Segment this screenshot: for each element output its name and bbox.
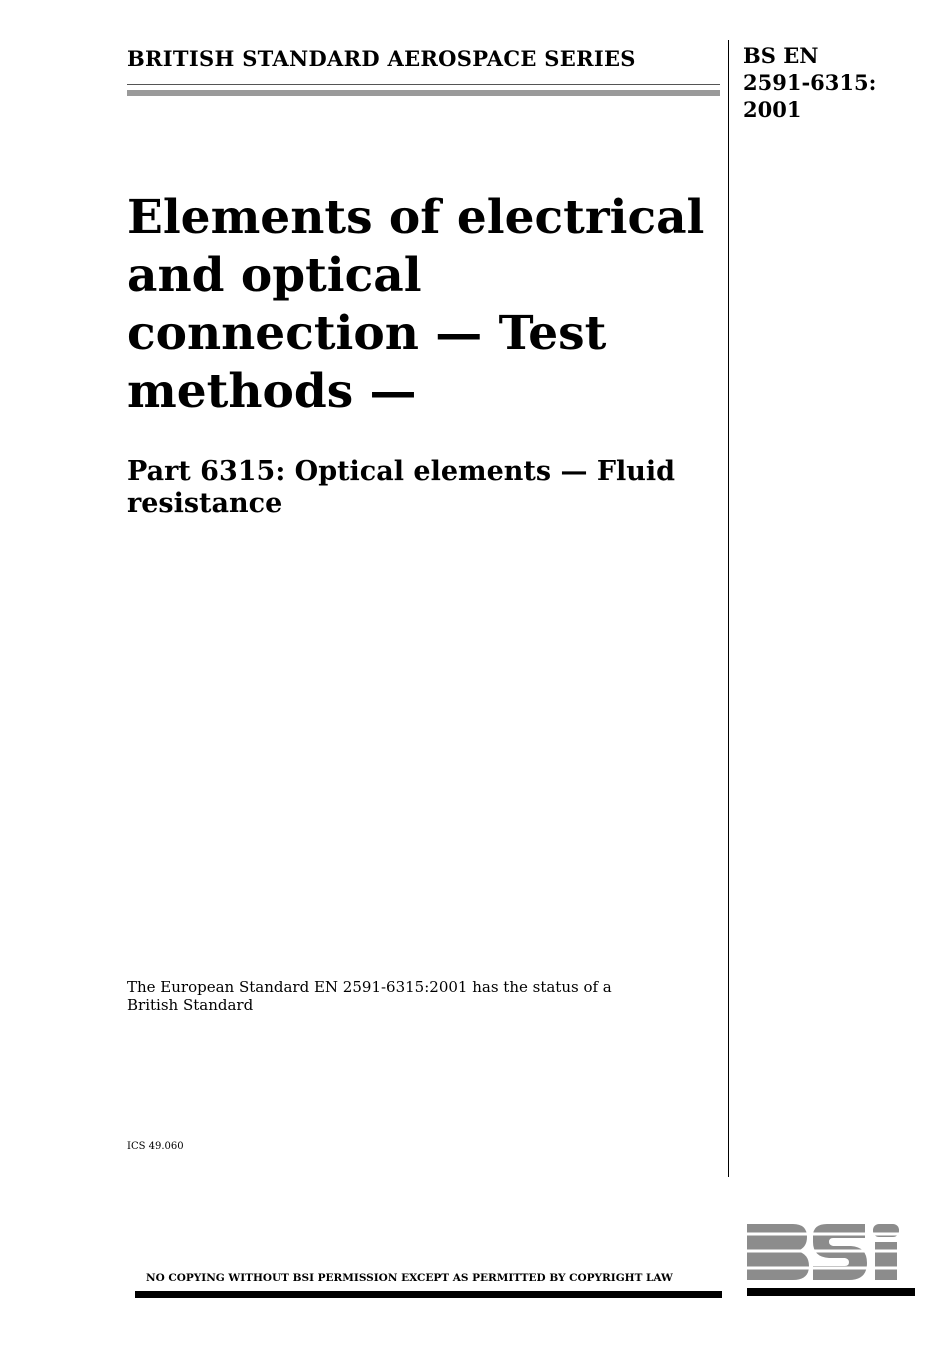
standard-code-line: BS EN	[743, 43, 819, 68]
title-line: methods —	[127, 364, 417, 419]
document-title	[127, 189, 717, 421]
bsi-logo	[745, 1220, 917, 1300]
ics-code: ICS 49.060	[127, 1141, 184, 1152]
standard-code-line: 2591-6315:	[743, 70, 877, 95]
title-line: Elements of electrical	[127, 190, 705, 245]
standard-code	[743, 42, 923, 123]
status-line: The European Standard EN 2591-6315:2001 has the status of a	[127, 978, 612, 996]
standard-code-line: 2001	[743, 97, 802, 122]
subtitle-line: resistance	[127, 488, 283, 519]
series-heading: BRITISH STANDARD AEROSPACE SERIES	[127, 46, 636, 71]
title-line: connection — Test	[127, 306, 607, 361]
vertical-divider	[728, 40, 729, 1177]
status-statement	[127, 978, 647, 1014]
copyright-notice: NO COPYING WITHOUT BSI PERMISSION EXCEPT AS PERMITTED BY COPYRIGHT LAW	[146, 1272, 673, 1284]
subtitle-line: Part 6315: Optical elements — Fluid	[127, 456, 676, 487]
title-line: and optical	[127, 248, 422, 303]
footer-rule	[135, 1291, 722, 1298]
header-thin-rule	[127, 84, 720, 85]
status-line: British Standard	[127, 996, 254, 1014]
part-subtitle	[127, 456, 717, 520]
header-grey-rule	[127, 90, 720, 96]
